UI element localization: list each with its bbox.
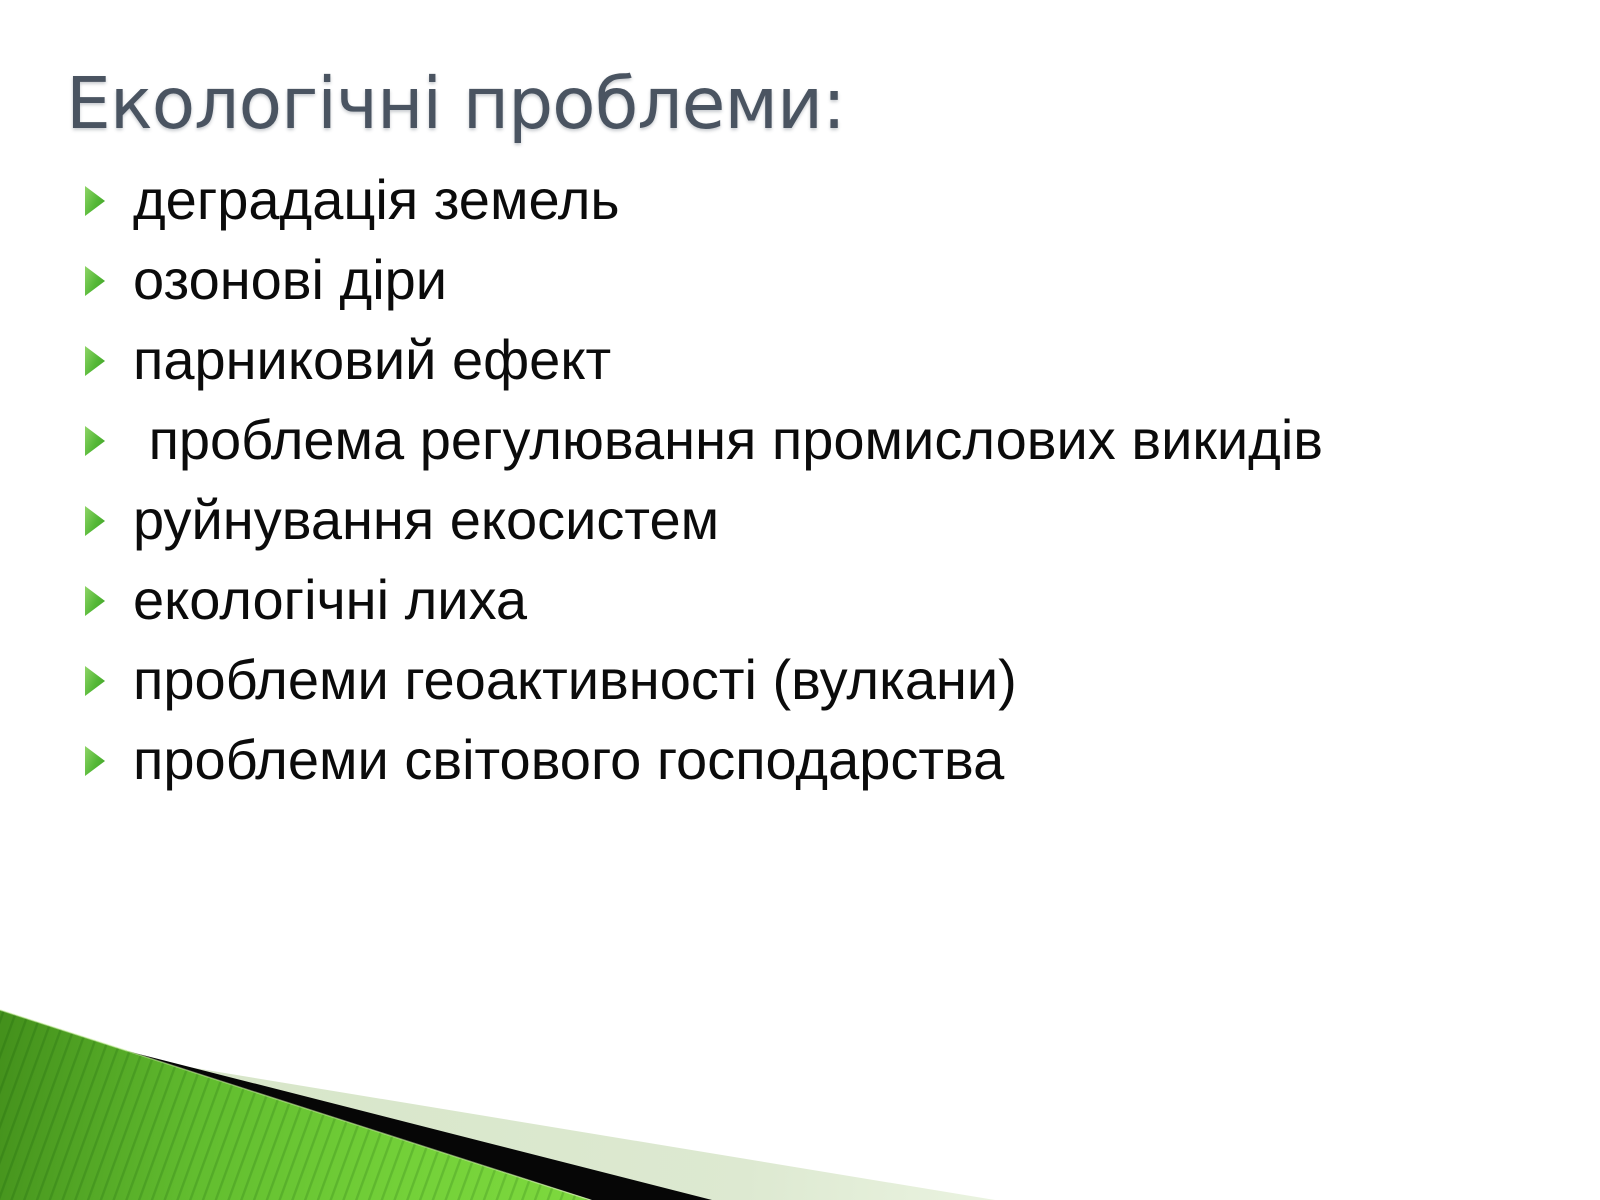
bullet-text: руйнування екосистем (133, 488, 720, 551)
list-item (85, 400, 1355, 480)
green-wedge-pinstripe-texture (0, 1010, 590, 1200)
bullet-text: проблеми геоактивності (вулкани) (133, 648, 1017, 711)
bullet-arrow-icon (85, 426, 105, 456)
black-stripe-shape (84, 1040, 712, 1200)
bullet-arrow-icon (85, 666, 105, 696)
bullet-arrow-icon (85, 266, 105, 296)
pale-green-wedge-shape (0, 1036, 995, 1200)
bullet-arrow-icon (85, 346, 105, 376)
list-item (85, 320, 1355, 400)
bullet-text: екологічні лиха (133, 568, 528, 631)
bullet-arrow-icon (85, 186, 105, 216)
green-wedge-highlight-edge (0, 1010, 590, 1200)
bullet-arrow-icon (85, 586, 105, 616)
green-striped-wedge-shape (0, 1010, 590, 1200)
bullet-text: проблеми світового господарства (133, 728, 1005, 791)
bullet-arrow-icon (85, 746, 105, 776)
bullet-text: проблема регулювання промислових викидів (133, 408, 1324, 471)
list-item (85, 640, 1355, 720)
bullet-text: парниковий ефект (133, 328, 612, 391)
page-title: Екологічні проблеми: (66, 62, 846, 145)
bullet-text: озонові діри (133, 248, 448, 311)
bullet-list (85, 160, 1355, 800)
list-item (85, 720, 1355, 800)
bullet-text: деградація земель (133, 168, 620, 231)
list-item (85, 160, 1355, 240)
bullet-arrow-icon (85, 506, 105, 536)
list-item (85, 480, 1355, 560)
list-item (85, 240, 1355, 320)
list-item (85, 560, 1355, 640)
